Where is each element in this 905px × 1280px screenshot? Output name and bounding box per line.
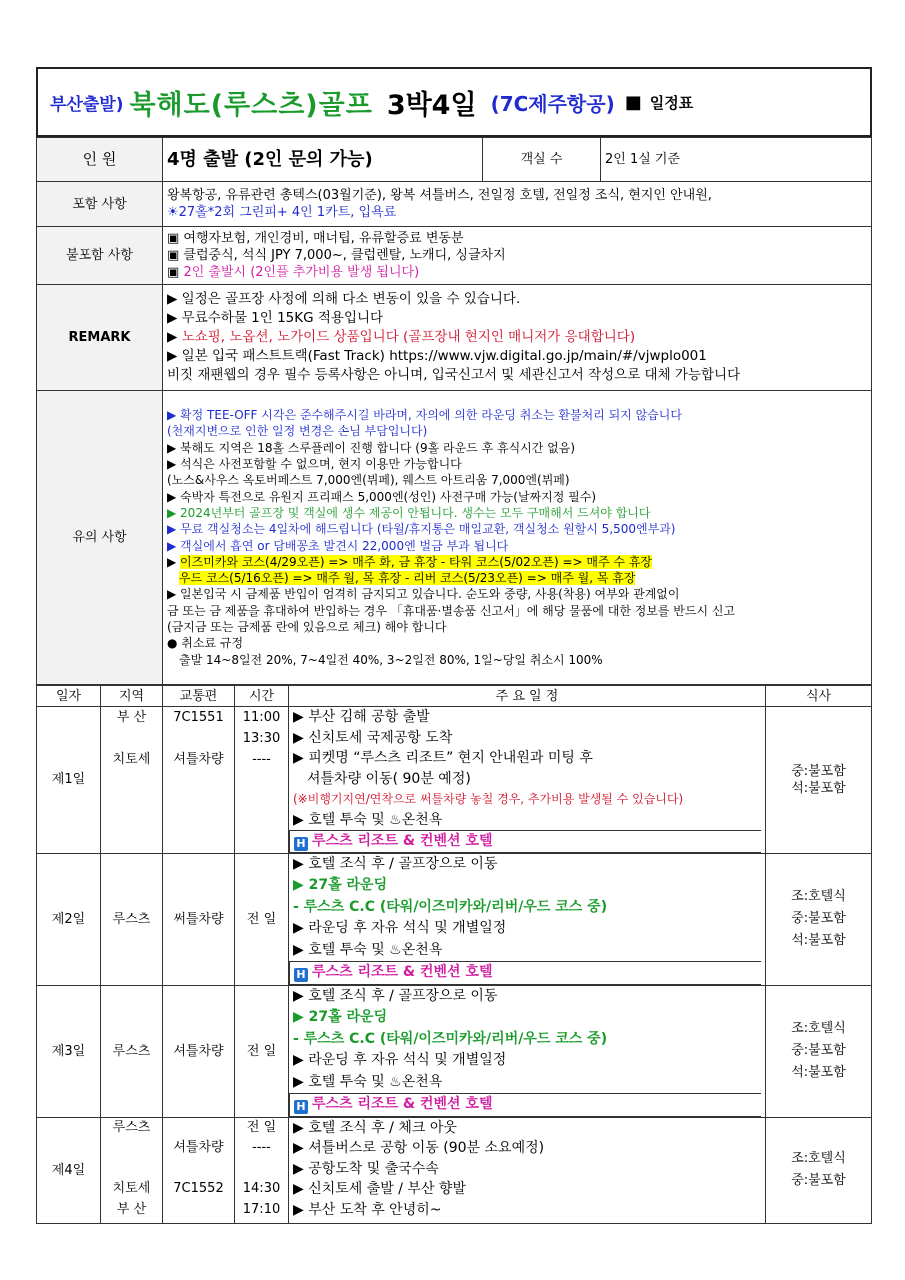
schedule-item: ▶ 호텔 투숙 및 ♨온천욕 <box>293 941 443 958</box>
hotel-icon: H <box>294 837 308 851</box>
schedule-item: ▶ 셔틀버스로 공항 이동 (90분 소요예정) <box>293 1140 545 1156</box>
meal: 석:불포함 <box>791 780 846 796</box>
transport-empty <box>167 1118 230 1139</box>
notes-row <box>37 391 872 685</box>
note-3: ▶ 석식은 사전포함할 수 없으며, 현지 이용만 가능합니다 <box>167 457 462 472</box>
excluded-line-2: ▣ 클럽중식, 석식 JPY 7,000~, 클럽렌탈, 노캐디, 싱글차지 <box>167 248 506 263</box>
meals-cell <box>766 853 872 985</box>
schedule-table <box>36 685 872 1224</box>
title-suffix: 일정표 <box>649 93 694 112</box>
remark-label: REMARK <box>37 285 163 391</box>
hotel-line <box>289 961 761 985</box>
note-3b: (노스&사우스 옥토버페스트 7,000엔(뷔페), 웨스트 아트리움 7,000엔(뷔페) <box>167 473 570 488</box>
transport: 7C1552 <box>173 1181 224 1196</box>
note-8 <box>167 554 867 570</box>
note-8b-text: 우드 코스(5/16오픈) => 매주 월, 목 휴장 - 리버 코스(5/23오픈) => 매주 월, 목 휴장 <box>179 571 636 586</box>
meal: 중:불포함 <box>791 763 846 779</box>
region: 루스츠 <box>112 1119 151 1135</box>
schedule-item: ▶ 라운딩 후 자유 석식 및 개별일정 <box>293 920 507 936</box>
note-5: ▶ 2024년부터 골프장 및 객실에 생수 제공이 안됩니다. 생수는 모두 구매해서 드셔야 합니다 <box>167 505 651 520</box>
excluded-label: 불포함 사항 <box>37 227 163 285</box>
header-region: 지역 <box>101 686 163 707</box>
square-icon: ■ <box>624 91 642 113</box>
itinerary-sheet <box>36 67 872 1224</box>
note-9c: (금지금 또는 금제품 란에 있음으로 체크) 해야 합니다 <box>167 619 447 634</box>
schedule-item: ▶ 호텔 투숙 및 ♨온천욕 <box>293 811 443 828</box>
meal: 조:호텔식 <box>791 889 846 904</box>
info-table <box>36 137 872 685</box>
day-label: 제2일 <box>37 853 101 985</box>
schedule-item: ▶ 부산 도착 후 안녕히~ <box>293 1201 442 1218</box>
transport: 7C1551 <box>173 710 224 725</box>
day-row-4 <box>37 1117 872 1223</box>
meal: 석:불포함 <box>791 933 846 948</box>
schedule-item: ▶ 공항도착 및 출국수속 <box>293 1160 439 1177</box>
schedule-items <box>289 853 766 985</box>
note-9: ▶ 일본입국 시 금제품 반입이 엄격히 금지되고 있습니다. 순도와 중량, 사용(착용) 여부와 관계없이 <box>167 587 680 602</box>
time: 13:30 <box>242 731 281 746</box>
hotel-name: 루스츠 리조트 & 컨벤션 호텔 <box>312 833 493 849</box>
transport: 셔틀차량 <box>163 985 235 1117</box>
region: 부 산 <box>116 710 147 725</box>
day-row-1 <box>37 707 872 854</box>
note-7: ▶ 객실에서 흡연 or 담배꽁초 발견시 22,000엔 벌금 부과 됩니다 <box>167 538 509 553</box>
excluded-row <box>37 227 872 285</box>
region-cell <box>101 707 163 854</box>
excluded-line-3-text: 2인 출발시 (2인플 추가비용 발생 됩니다) <box>183 265 420 280</box>
time: 전 일 <box>235 853 289 985</box>
transport-cell <box>163 707 235 854</box>
transport-cell <box>163 1117 235 1223</box>
meal: 중:불포함 <box>791 911 846 926</box>
note-6: ▶ 무료 객실청소는 4일차에 해드립니다 (타월/휴지통은 매일교환, 객실청소 원할시 5,500엔부과) <box>167 522 676 537</box>
excluded-value <box>163 227 872 285</box>
time: 전 일 <box>235 985 289 1117</box>
region-empty <box>105 1159 158 1180</box>
schedule-warning: (※비행기지연/연착으로 써틀차량 놓칠 경우, 추가비용 발생될 수 있습니다) <box>293 792 684 806</box>
time: 11:00 <box>242 710 281 725</box>
room-label: 객실 수 <box>483 138 601 182</box>
region: 루스츠 <box>101 985 163 1117</box>
note-4: ▶ 숙박자 특전으로 유원지 프리패스 5,000엔(성인) 사전구매 가능(날짜지정 필수) <box>167 489 596 504</box>
region: 부 산 <box>116 1201 147 1217</box>
header-transport: 교통편 <box>163 686 235 707</box>
included-line-1: 왕복항공, 유류관련 총텍스(03월기준), 왕복 셔틀버스, 전일정 호텔, 전일정 조식, 현지인 안내원, <box>167 188 712 203</box>
note-8-text: 이즈미카와 코스(4/29오픈) => 매주 화, 금 휴장 - 타워 코스(5/02오픈) => 매주 수 휴장 <box>180 554 653 569</box>
note-1: ▶ 확정 TEE-OFF 시각은 준수해주시길 바라며, 자의에 의한 라운딩 취소는 환불처리 되지 않습니다 <box>167 408 682 423</box>
schedule-item: ▶ 신치토세 출발 / 부산 향발 <box>293 1181 466 1197</box>
schedule-items <box>289 1117 766 1223</box>
notes-value <box>163 391 872 685</box>
transport-empty <box>167 1159 230 1180</box>
included-row <box>37 182 872 227</box>
remark-line-2: ▶ 무료수하물 1인 15KG 적용입니다 <box>167 310 384 326</box>
transport: 셔틀차량 <box>173 1140 224 1155</box>
region: 치토세 <box>112 752 151 767</box>
schedule-item: 셔틀차량 이동( 90분 예정) <box>307 770 471 787</box>
time-cell <box>235 707 289 854</box>
people-value: 4명 출발 (2인 문의 가능) <box>163 138 483 182</box>
schedule-header <box>37 686 872 707</box>
header-day: 일자 <box>37 686 101 707</box>
hotel-line <box>289 830 761 853</box>
arrow-icon: ▶ <box>167 329 182 345</box>
header-meals: 식사 <box>766 686 872 707</box>
schedule-item: ▶ 호텔 투숙 및 ♨온천욕 <box>293 1073 443 1090</box>
region-empty <box>105 728 158 749</box>
note-10: ● 취소료 규정 <box>167 636 244 651</box>
note-1b: (천재지변으로 인한 일정 변경은 손님 부담입니다) <box>167 424 428 439</box>
schedule-item: ▶ 피켓명 “루스츠 리조트” 현지 안내원과 미팅 후 <box>293 750 593 766</box>
excluded-line-3 <box>167 264 867 281</box>
day-label: 제4일 <box>37 1117 101 1223</box>
hotel-icon: H <box>294 1100 308 1114</box>
transport-empty <box>167 1200 230 1221</box>
schedule-items <box>289 985 766 1117</box>
schedule-items <box>289 707 766 854</box>
schedule-item: ▶ 호텔 조식 후 / 체크 아웃 <box>293 1119 457 1136</box>
schedule-item: ▶ 27홀 라운딩 <box>293 877 388 893</box>
time-empty <box>239 1159 284 1180</box>
time: 17:10 <box>242 1201 281 1217</box>
day-row-3 <box>37 985 872 1117</box>
schedule-item: - 루스츠 C.C (타워/이즈미카와/리버/우드 코스 중) <box>293 898 608 915</box>
meal: 조:호텔식 <box>791 1021 846 1036</box>
schedule-item: ▶ 신치토세 국제공항 도착 <box>293 729 453 746</box>
schedule-item: ▶ 호텔 조식 후 / 골프장으로 이동 <box>293 855 498 872</box>
region-empty <box>105 1138 158 1159</box>
included-line-2: ☀27홀*2회 그린피+ 4인 1카트, 입욕료 <box>167 205 397 220</box>
title-airline: (7C제주항공) <box>490 91 615 116</box>
notes-label: 유의 사항 <box>37 391 163 685</box>
schedule-item: ▶ 27홀 라운딩 <box>293 1009 388 1025</box>
meals-cell <box>766 985 872 1117</box>
note-8b <box>167 570 867 586</box>
time-cell <box>235 1117 289 1223</box>
region: 치토세 <box>112 1181 151 1196</box>
title-main: 북해도(루스츠)골프 <box>129 89 373 121</box>
title-prefix: 부산출발) <box>50 94 124 115</box>
schedule-item: ▶ 호텔 조식 후 / 골프장으로 이동 <box>293 987 498 1004</box>
included-label: 포함 사항 <box>37 182 163 227</box>
remark-line-3 <box>167 328 867 347</box>
remark-row <box>37 285 872 391</box>
time: 전 일 <box>246 1119 277 1135</box>
time: 14:30 <box>242 1181 281 1196</box>
time: ---- <box>252 1140 271 1155</box>
region-cell <box>101 1117 163 1223</box>
remark-value <box>163 285 872 391</box>
title-bar <box>36 67 872 137</box>
checkbox-icon: ▣ <box>167 265 180 280</box>
note-2: ▶ 북해도 지역은 18홀 스루플레이 진행 합니다 (9홀 라운드 후 휴식시간 없음) <box>167 440 576 455</box>
title-duration: 3박4일 <box>386 89 477 121</box>
arrow-icon: ▶ <box>167 554 181 569</box>
included-value <box>163 182 872 227</box>
note-10b: 출발 14~8일전 20%, 7~4일전 40%, 3~2일전 80%, 1일~당일 취소시 100% <box>179 652 603 667</box>
hotel-name: 루스츠 리조트 & 컨벤션 호텔 <box>312 964 493 980</box>
header-schedule: 주 요 일 정 <box>289 686 766 707</box>
hotel-name: 루스츠 리조트 & 컨벤션 호텔 <box>312 1096 493 1112</box>
day-label: 제1일 <box>37 707 101 854</box>
schedule-item: ▶ 부산 김해 공항 출발 <box>293 709 430 725</box>
people-label: 인 원 <box>37 138 163 182</box>
time: ---- <box>252 752 271 767</box>
note-9b: 금 또는 금 제품을 휴대하여 반입하는 경우 「휴대품·별송품 신고서」에 해당 물품에 대한 정보를 반드시 신고 <box>167 603 736 618</box>
remark-line-5: 비짓 재팬웹의 경우 필수 등록사항은 아니며, 입국신고서 및 세관신고서 작성으로 대체 가능합니다 <box>167 367 741 383</box>
meal: 중:불포함 <box>791 1173 846 1188</box>
remark-line-4: ▶ 일본 입국 패스트트랙(Fast Track) https://www.vjw.digital.go.jp/main/#/vjwplo001 <box>167 348 707 364</box>
transport-empty <box>167 728 230 749</box>
transport: 셔틀차량 <box>173 752 224 767</box>
people-row <box>37 138 872 182</box>
meal: 조:호텔식 <box>791 1151 846 1166</box>
remark-line-3-text: 노쇼핑, 노옵션, 노가이드 상품입니다 (골프장내 현지인 매니저가 응대합니다) <box>181 329 636 345</box>
schedule-item: - 루스츠 C.C (타워/이즈미카와/리버/우드 코스 중) <box>293 1030 608 1047</box>
meal: 석:불포함 <box>791 1065 846 1080</box>
region: 루스츠 <box>101 853 163 985</box>
meal: 중:불포함 <box>791 1043 846 1058</box>
day-label: 제3일 <box>37 985 101 1117</box>
transport: 써틀차량 <box>163 853 235 985</box>
hotel-line <box>289 1093 761 1117</box>
room-value: 2인 1실 기준 <box>601 138 872 182</box>
day-row-2 <box>37 853 872 985</box>
schedule-item: ▶ 라운딩 후 자유 석식 및 개별일정 <box>293 1052 507 1068</box>
remark-line-1: ▶ 일정은 골프장 사정에 의해 다소 변동이 있을 수 있습니다. <box>167 291 521 307</box>
meals-cell <box>766 1117 872 1223</box>
header-time: 시간 <box>235 686 289 707</box>
excluded-line-1: ▣ 여행자보험, 개인경비, 매너팁, 유류할증료 변동분 <box>167 231 464 246</box>
meals-cell <box>766 707 872 854</box>
hotel-icon: H <box>294 968 308 982</box>
